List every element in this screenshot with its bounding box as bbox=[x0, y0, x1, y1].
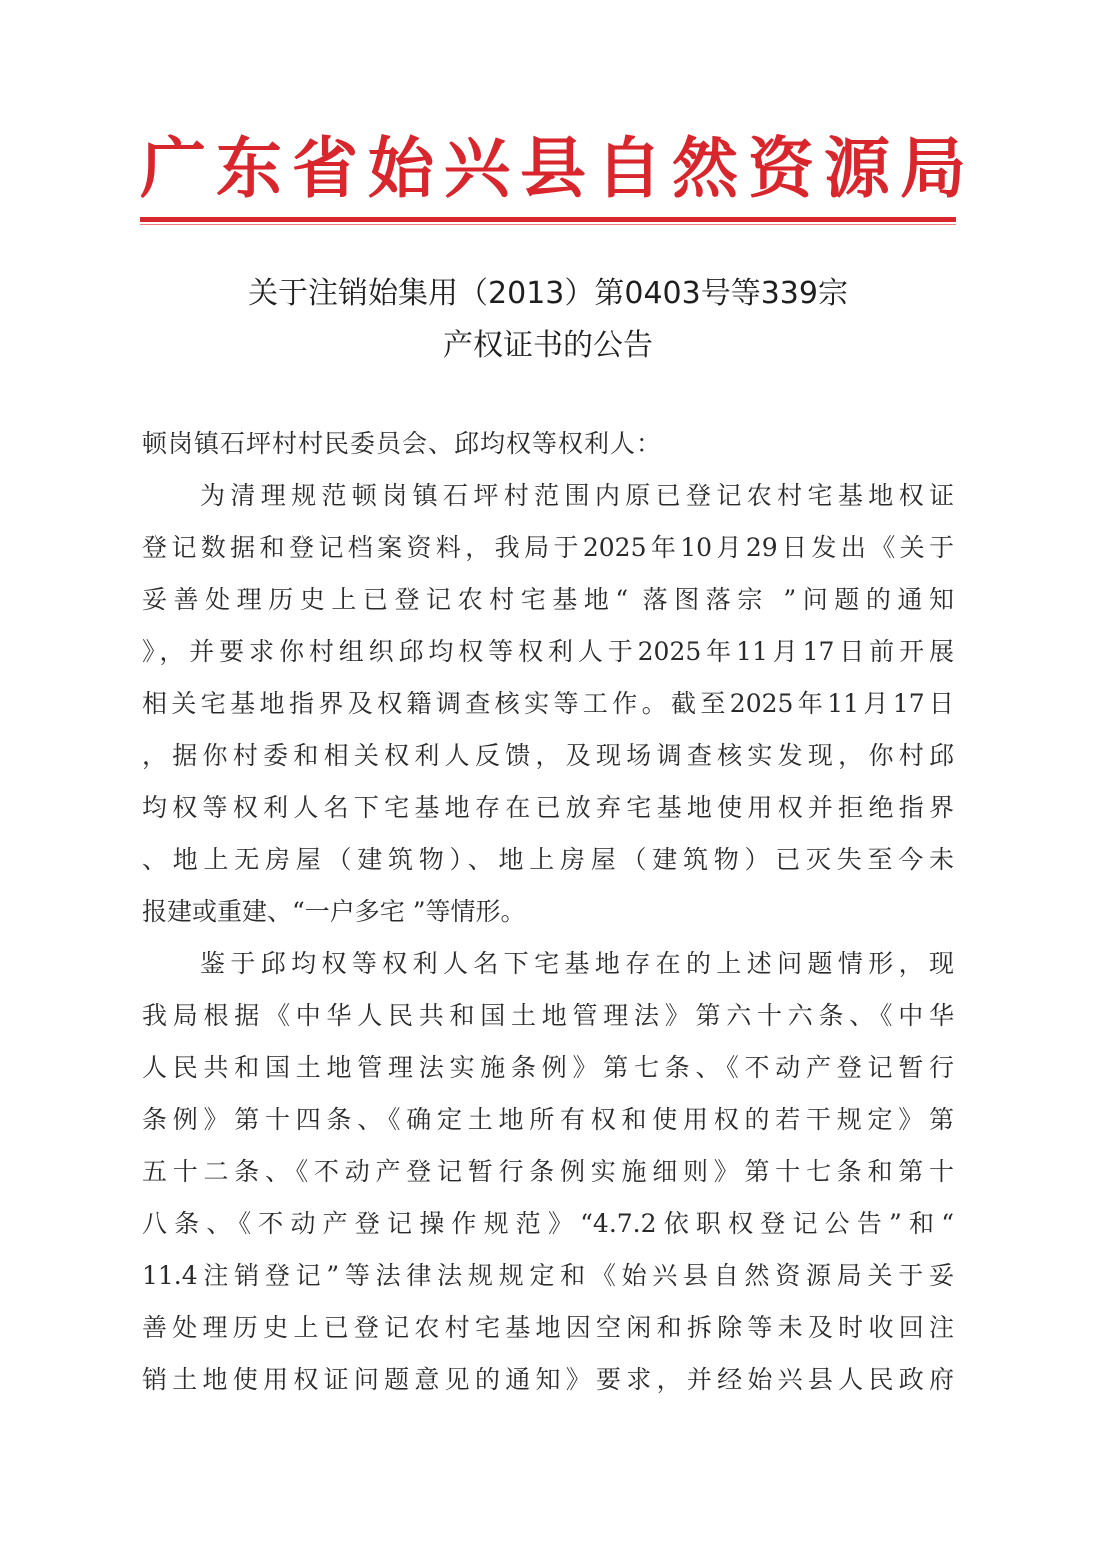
body-line: 、地上无房屋（建筑物）、地上房屋（建筑物）已灭失至今未 bbox=[142, 845, 954, 874]
body-line: 人民共和国土地管理法实施条例》第七条、《不动产登记暂行 bbox=[142, 1053, 954, 1082]
body-line: 均权等权利人名下宅基地存在已放弃宅基地使用权并拒绝指界 bbox=[142, 793, 954, 822]
body-line: 销土地使用权证问题意见的通知》要求，并经始兴县人民政府 bbox=[142, 1365, 954, 1394]
body-line: 我局根据《中华人民共和国土地管理法》第六十六条、《中华 bbox=[142, 1001, 954, 1030]
body-line: 善处理历史上已登记农村宅基地因空闲和拆除等未及时收回注 bbox=[142, 1313, 954, 1342]
body-line: 》，并要求你村组织邱均权等权利人于2025年11月17日前开展 bbox=[142, 637, 954, 666]
body-line: 八条、《不动产登记操作规范》“4.7.2依职权登记公告”和“ bbox=[142, 1209, 954, 1238]
body-line: 相关宅基地指界及权籍调查核实等工作。截至2025年11月17日 bbox=[142, 689, 954, 718]
body-line: 条例》第十四条、《确定土地所有权和使用权的若干规定》第 bbox=[142, 1105, 954, 1134]
notice-title-line-1: 关于注销始集用（2013）第0403号等339宗 bbox=[248, 276, 848, 311]
body-line: 五十二条、《不动产登记暂行条例实施细则》第十七条和第十 bbox=[142, 1157, 954, 1186]
body-line: 11.4注销登记”等法律法规规定和《始兴县自然资源局关于妥 bbox=[142, 1261, 954, 1290]
body-line: 鉴于邱均权等权利人名下宅基地存在的上述问题情形，现 bbox=[200, 949, 954, 978]
body-line: 报建或重建、“一户多宅 ”等情形。 bbox=[142, 897, 526, 926]
body-line: 妥善处理历史上已登记农村宅基地“ 落图落宗 ”问题的通知 bbox=[142, 585, 954, 614]
body-line: 登记数据和登记档案资料，我局于2025年10月29日发出《关于 bbox=[142, 533, 954, 562]
notice-title-line-2: 产权证书的公告 bbox=[443, 328, 653, 363]
letterhead-red-rule-thin bbox=[140, 224, 956, 225]
letterhead-red-rule bbox=[140, 217, 956, 222]
body-line: 为清理规范顿岗镇石坪村范围内原已登记农村宅基地权证 bbox=[200, 481, 954, 510]
letterhead-org-name: 广东省始兴县自然资源局 bbox=[140, 129, 976, 207]
notice-salutation: 顿岗镇石坪村村民委员会、邱均权等权利人： bbox=[142, 429, 663, 458]
body-line: ，据你村委和相关权利人反馈，及现场调查核实发现，你村邱 bbox=[142, 741, 954, 770]
